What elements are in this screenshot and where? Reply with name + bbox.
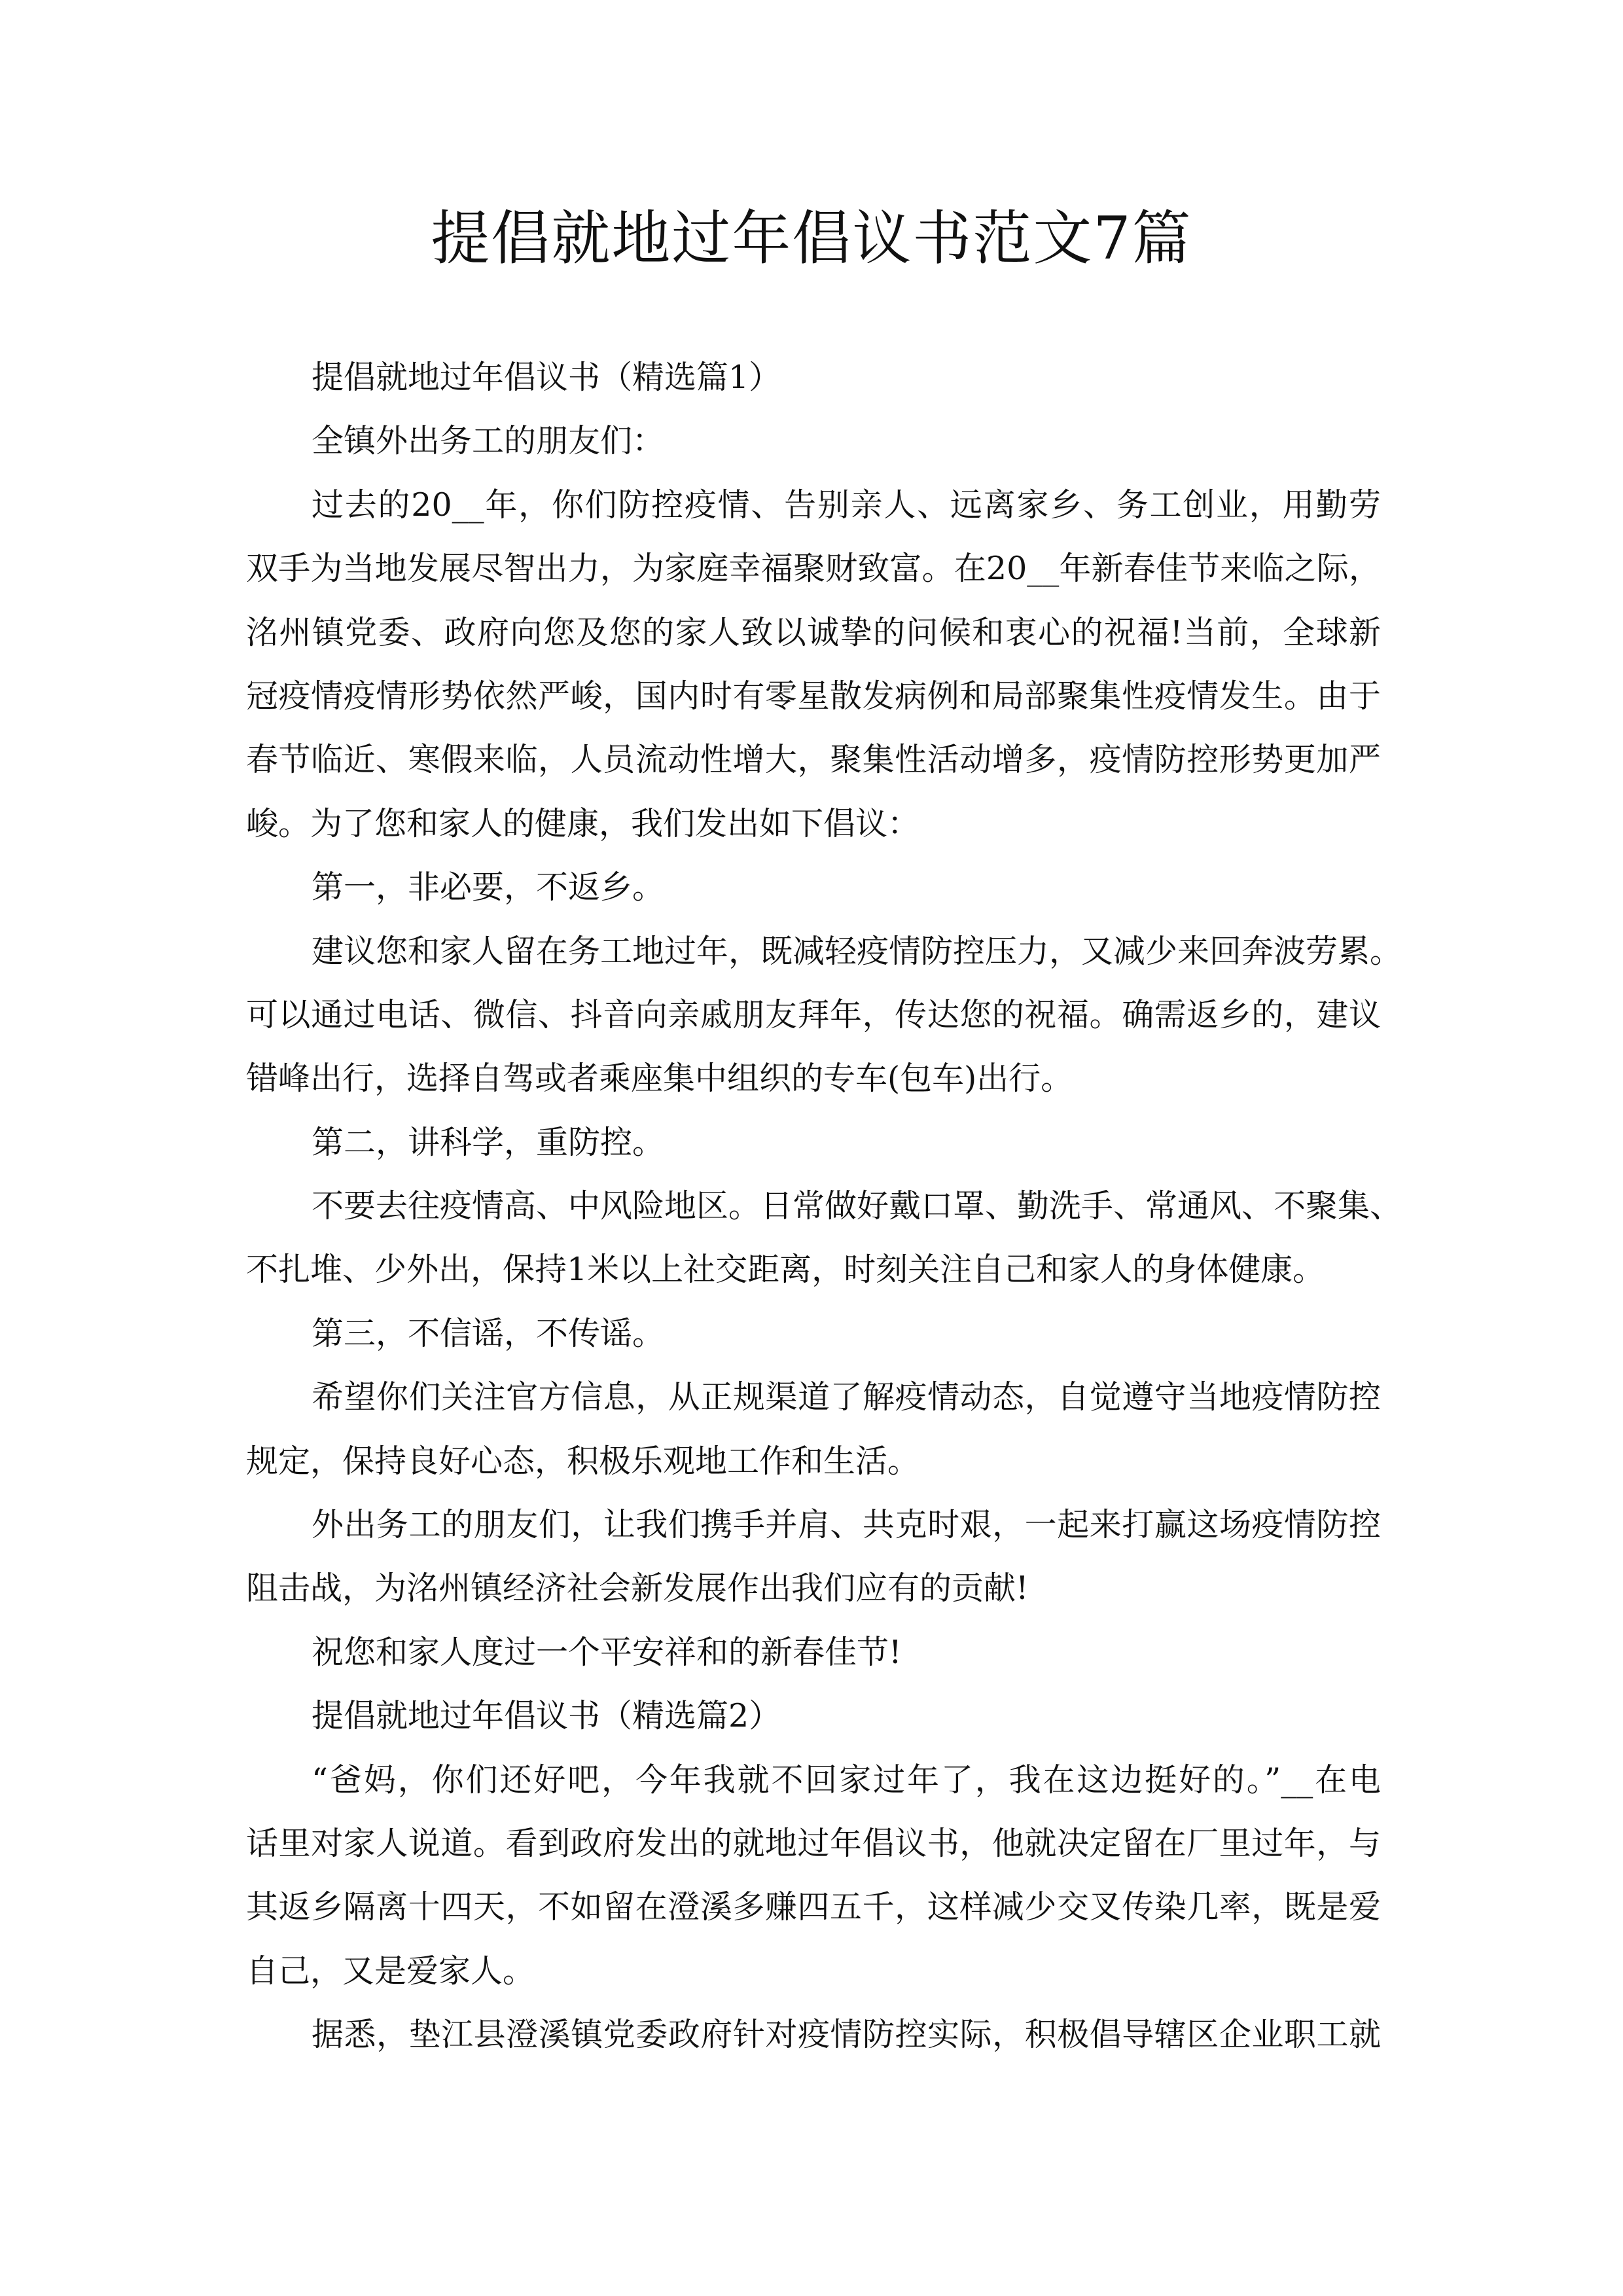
- paragraph-line: 第三，不信谣，不传谣。: [312, 1314, 665, 1352]
- paragraph-line: 建议您和家人留在务工地过年，既减轻疫情防控压力，又减少来回奔波劳累。: [312, 932, 1402, 970]
- paragraph-line: 自己，又是爱家人。: [246, 1952, 535, 1990]
- paragraph-line: 话里对家人说道。看到政府发出的就地过年倡议书，他就决定留在厂里过年，与: [246, 1824, 1381, 1862]
- paragraph-line: 希望你们关注官方信息，从正规渠道了解疫情动态，自觉遵守当地疫情防控: [312, 1378, 1381, 1416]
- paragraph-line: 提倡就地过年倡议书（精选篇2）: [312, 1697, 781, 1735]
- paragraph-line: 阻击战，为洺州镇经济社会新发展作出我们应有的贡献!: [246, 1570, 1029, 1607]
- paragraph-line: 春节临近、寒假来临，人员流动性增大，聚集性活动增多，疫情防控形势更加严: [246, 741, 1381, 779]
- paragraph-line: 双手为当地发展尽智出力，为家庭幸福聚财致富。在20__年新春佳节来临之际，: [246, 550, 1381, 588]
- paragraph-line: 全镇外出务工的朋友们：: [312, 422, 665, 460]
- paragraph-line: 据悉，垫江县澄溪镇党委政府针对疫情防控实际，积极倡导辖区企业职工就: [312, 2016, 1381, 2054]
- paragraph-line: 不要去往疫情高、中风险地区。日常做好戴口罩、勤洗手、常通风、不聚集、: [312, 1187, 1402, 1225]
- paragraph-line: 过去的20__年，你们防控疫情、告别亲人、远离家乡、务工创业，用勤劳: [312, 486, 1381, 524]
- paragraph-line: 冠疫情疫情形势依然严峻，国内时有零星散发病例和局部聚集性疫情发生。由于: [246, 677, 1381, 715]
- paragraph-line: 提倡就地过年倡议书（精选篇1）: [312, 359, 781, 396]
- document-title: 提倡就地过年倡议书范文7篇: [431, 204, 1192, 273]
- document-body: [246, 346, 1402, 2067]
- paragraph-line: 不扎堆、少外出，保持1米以上社交距离，时刻关注自己和家人的身体健康。: [246, 1251, 1325, 1289]
- paragraph-line: 第一，非必要，不返乡。: [312, 869, 665, 906]
- paragraph-line: 峻。为了您和家人的健康，我们发出如下倡议：: [246, 804, 920, 842]
- paragraph-line: 洺州镇党委、政府向您及您的家人致以诚挚的问候和衷心的祝福!当前，全球新: [246, 613, 1381, 651]
- paragraph-line: 祝您和家人度过一个平安祥和的新春佳节!: [312, 1633, 902, 1671]
- paragraph-line: “爸妈，你们还好吧，今年我就不回家过年了，我在这边挺好的。”__在电: [312, 1761, 1381, 1799]
- paragraph-line: 其返乡隔离十四天，不如留在澄溪多赚四五千，这样减少交叉传染几率，既是爱: [246, 1888, 1381, 1926]
- paragraph-line: 外出务工的朋友们，让我们携手并肩、共克时艰，一起来打赢这场疫情防控: [312, 1506, 1381, 1544]
- paragraph-line: 错峰出行，选择自驾或者乘座集中组织的专车(包车)出行。: [246, 1060, 1073, 1098]
- paragraph-line: 可以通过电话、微信、抖音向亲戚朋友拜年，传达您的祝福。确需返乡的，建议: [246, 996, 1381, 1033]
- paragraph-line: 第二，讲科学，重防控。: [312, 1123, 665, 1161]
- paragraph-line: 规定，保持良好心态，积极乐观地工作和生活。: [246, 1442, 920, 1480]
